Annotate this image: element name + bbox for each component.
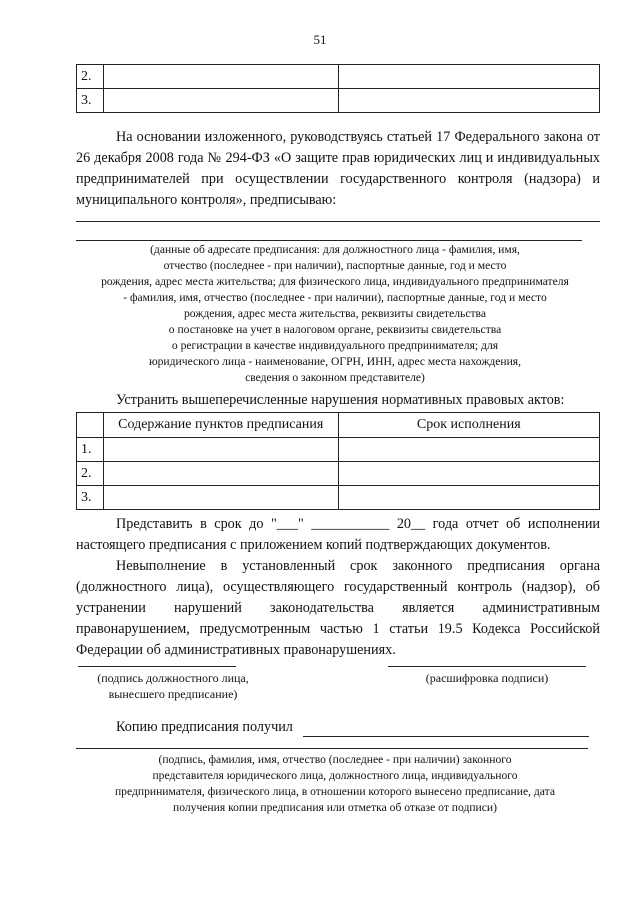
hint-line: сведения о законном представителе) xyxy=(245,371,425,384)
hint-line: представителя юридического лица, должностного лица, индивидуального xyxy=(152,769,518,782)
addressee-hint xyxy=(60,242,610,386)
penalty-paragraph: Невыполнение в установленный срок законного предписания органа (должностного лица), осуществляющего государственный контроль (надзор), об устранении нарушений законодательства является административным правонарушением, предусмотренным частью 1 статьи 19.5 Кодекса Российской Федерации об административных правонарушениях. xyxy=(76,558,600,658)
row-number: 3. xyxy=(77,486,104,510)
header-deadline: Срок исполнения xyxy=(338,413,599,438)
table-row xyxy=(77,89,600,113)
receiver-line[interactable] xyxy=(76,748,588,749)
row-number: 3. xyxy=(77,89,104,113)
receiver-hint xyxy=(60,752,610,816)
name-decode-line[interactable] xyxy=(388,666,586,667)
signature-line[interactable] xyxy=(78,666,236,667)
eliminate-heading: Устранить вышеперечисленные нарушения нормативных правовых актов: xyxy=(116,392,565,408)
header-content: Содержание пунктов предписания xyxy=(103,413,338,438)
hint-line: отчество (последнее - при наличии), паспортные данные, год и место xyxy=(163,259,507,272)
header-num xyxy=(77,413,104,438)
hint-line: юридического лица - наименование, ОГРН, ИНН, адрес места нахождения, xyxy=(148,355,522,368)
table-cell[interactable] xyxy=(103,89,338,113)
table-row xyxy=(77,438,600,462)
table-row xyxy=(77,65,600,89)
table-cell[interactable] xyxy=(338,462,599,486)
signature-left-caption: (подпись должностного лица, вынесшего предписание) xyxy=(97,671,249,701)
hint-line: предпринимателя, физического лица, в отношении которого вынесено предписание, дата xyxy=(114,785,556,798)
hint-line: - фамилия, имя, отчество (последнее - при наличии), паспортные данные, год и место xyxy=(123,291,547,304)
row-number: 2. xyxy=(77,65,104,89)
hint-line: о постановке на учет в налоговом органе, реквизиты свидетельства xyxy=(168,323,502,336)
continuation-table xyxy=(76,64,600,113)
table-cell[interactable] xyxy=(338,438,599,462)
table-cell[interactable] xyxy=(103,65,338,89)
table-row xyxy=(77,462,600,486)
row-number: 2. xyxy=(77,462,104,486)
addressee-line-1[interactable] xyxy=(76,221,600,222)
table-cell[interactable] xyxy=(103,486,338,510)
hint-line: рождения, адрес места жительства; для физического лица, индивидуального предпринимателя xyxy=(101,275,569,288)
hint-line: (данные об адресате предписания: для должностного лица - фамилия, имя, xyxy=(150,243,520,256)
signature-right-caption: (расшифровка подписи) xyxy=(425,671,549,685)
hint-line: о регистрации в качестве индивидуального предпринимателя; для xyxy=(171,339,499,352)
addressee-line-2[interactable] xyxy=(76,240,582,241)
report-paragraph: Представить в срок до "___" ___________ 20__ года отчет об исполнении настоящего предписания с приложением копий подтверждающих документов. xyxy=(76,516,600,553)
table-cell[interactable] xyxy=(338,65,599,89)
table-row xyxy=(77,486,600,510)
hint-line: получения копии предписания или отметка об отказе от подписи) xyxy=(173,801,497,814)
orders-table xyxy=(76,412,600,510)
hint-line: рождения, адрес места жительства, реквизиты свидетельства xyxy=(184,307,486,320)
table-cell[interactable] xyxy=(103,438,338,462)
table-cell[interactable] xyxy=(103,462,338,486)
copy-received-label: Копию предписания получил xyxy=(116,719,293,735)
row-number: 1. xyxy=(77,438,104,462)
copy-received-line[interactable] xyxy=(303,736,589,737)
intro-paragraph: На основании изложенного, руководствуясь статьей 17 Федерального закона от 26 декабря 2008 года № 294-ФЗ «О защите прав юридических лиц и индивидуальных предпринимателей при осуществлении государственного контроля (надзора) и муниципального контроля», предписываю: xyxy=(76,129,600,208)
hint-line: (подпись, фамилия, имя, отчество (последнее - при наличии) законного xyxy=(158,753,512,766)
table-cell[interactable] xyxy=(338,486,599,510)
table-header-row xyxy=(77,413,600,438)
table-cell[interactable] xyxy=(338,89,599,113)
page-number: 51 xyxy=(313,32,327,47)
